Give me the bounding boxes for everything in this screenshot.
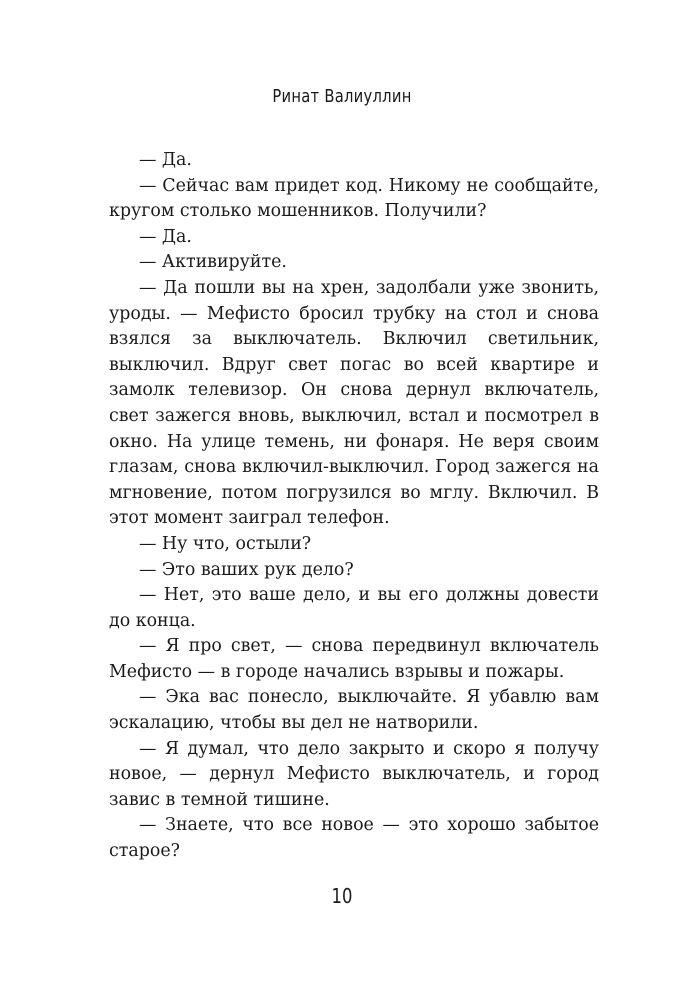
paragraph: — Да пошли вы на хрен, задолбали уже звонить, уроды. — Мефисто бросил трубку на стол и снова взялся за выключатель. Включил светильник, выключил. Вдруг свет погас во всей квартире и замолк телевизор. Он снова дернул включатель, свет зажегся вновь, выключил, встал и посмотрел в окно. На улице темень, ни фонаря. Не веря своим глазам, снова включил-выключил. Город зажегся на мгновение, потом погрузился во мглу. Включил. В этот момент заиграл телефон. — [109, 277, 599, 529]
page-number: 10 — [331, 884, 353, 908]
paragraph: — Да. — [139, 226, 192, 247]
paragraph: — Да. — [139, 150, 192, 170]
paragraph: — Активируйте. — [139, 252, 287, 273]
paragraph: — Ну что, остыли? — [139, 533, 312, 554]
running-head-author: Ринат Валиуллин — [272, 86, 412, 107]
paragraph: — Сейчас вам придет код. Никому не сообщайте, кругом столько мошенников. Получили? — [109, 175, 599, 222]
body-text — [109, 148, 599, 865]
paragraph: — Это ваших рук дело? — [139, 559, 354, 580]
paragraph: — Я про свет, — снова передвинул включатель Мефисто — в городе начались взрывы и пожары. — [109, 636, 599, 682]
paragraph: — Нет, это ваше дело, и вы его должны довести до конца. — [109, 585, 599, 631]
paragraph: — Я думал, что дело закрыто и скоро я получу новое, — дернул Мефисто выключатель, и город завис в темной тишине. — [109, 738, 599, 810]
paragraph: — Эка вас понесло, выключайте. Я убавлю вам эскалацию, чтобы вы дел не натворили. — [109, 687, 599, 734]
paragraph: — Знаете, что все новое — это хорошо забытое старое? — [109, 815, 599, 862]
